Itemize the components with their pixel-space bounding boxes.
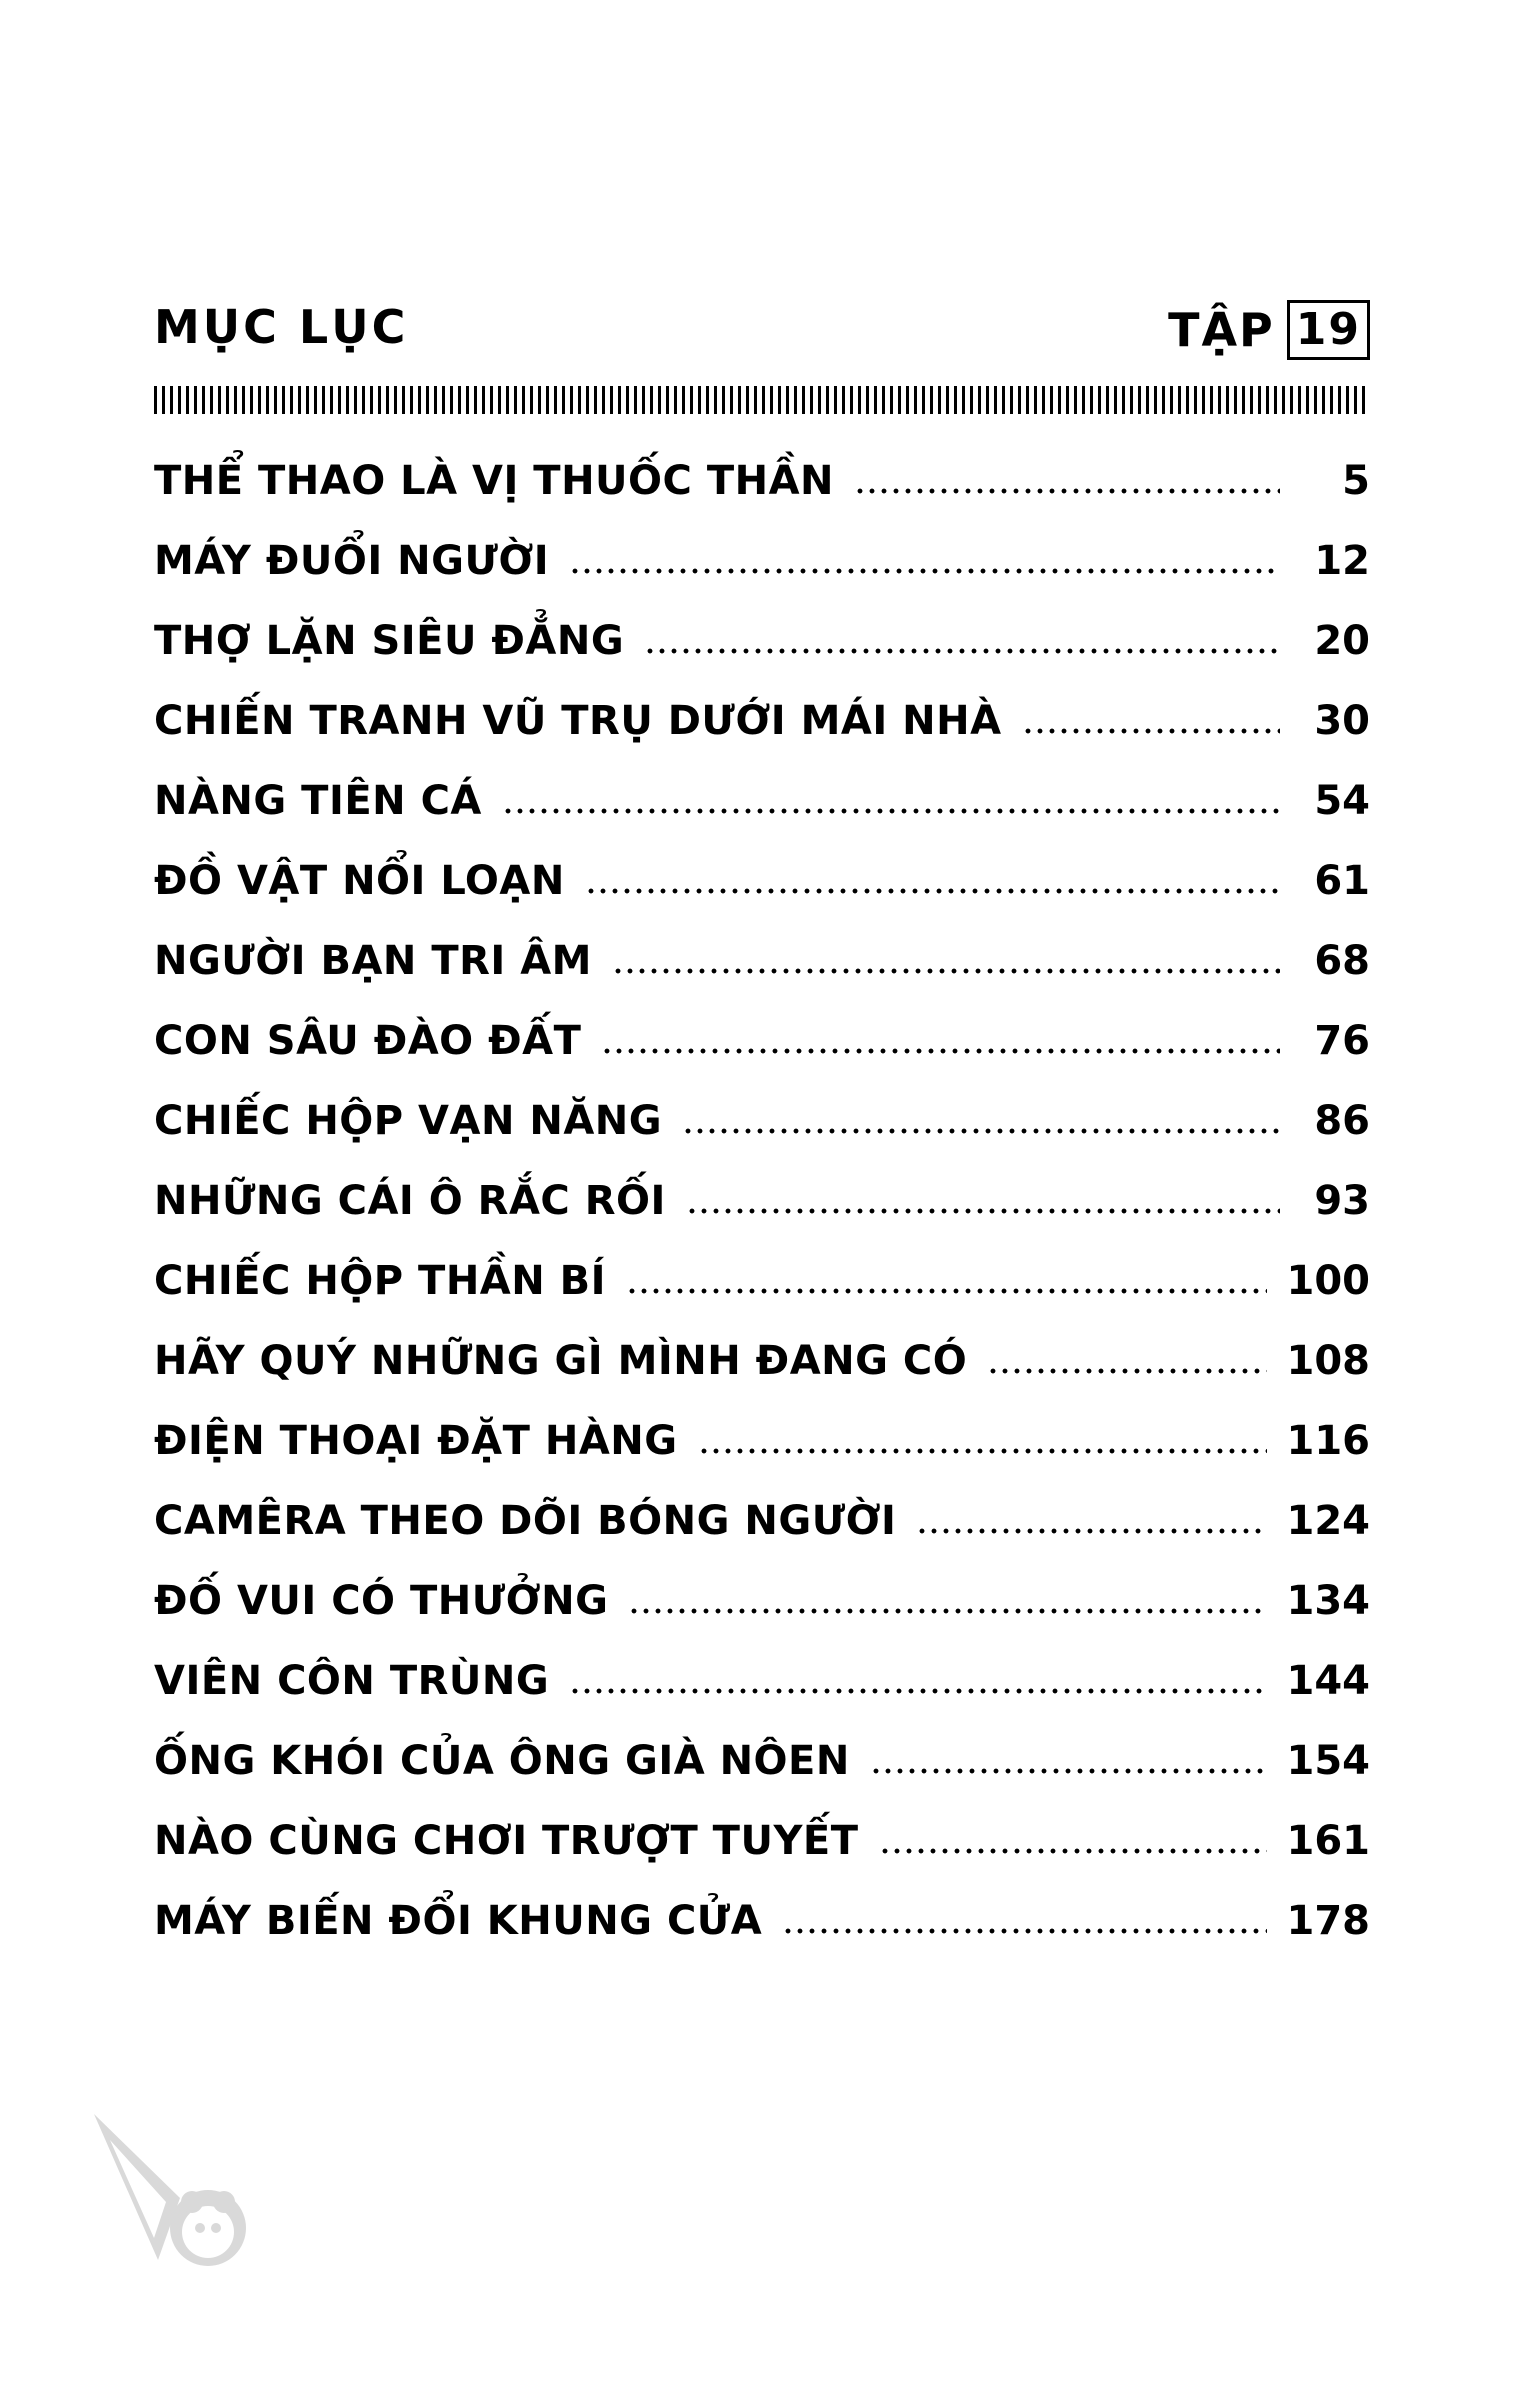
entry-page: 5	[1342, 458, 1370, 504]
entry-title: MÁY BIẾN ĐỔI KHUNG CỬA	[154, 1898, 763, 1944]
dot-leader	[569, 568, 1280, 574]
entry-page: 93	[1314, 1178, 1370, 1224]
entry-page: 161	[1286, 1818, 1370, 1864]
entry-title: ĐỐ VUI CÓ THƯỞNG	[154, 1578, 609, 1624]
entry-title: VIÊN CÔN TRÙNG	[154, 1658, 550, 1704]
toc-entry[interactable]	[154, 1716, 1370, 1796]
entry-page: 116	[1286, 1418, 1370, 1464]
entry-page: 54	[1314, 778, 1370, 824]
header-divider	[154, 386, 1370, 414]
dot-leader	[628, 1608, 1266, 1614]
dot-leader	[585, 888, 1280, 894]
toc-entry[interactable]	[154, 836, 1370, 916]
toc-header	[154, 300, 1370, 364]
table-of-contents	[154, 436, 1370, 1956]
dot-leader	[502, 808, 1280, 814]
toc-entry[interactable]	[154, 676, 1370, 756]
entry-title: CHIẾN TRANH VŨ TRỤ DƯỚI MÁI NHÀ	[154, 698, 1002, 744]
entry-title: ĐIỆN THOẠI ĐẶT HÀNG	[154, 1418, 678, 1464]
entry-title: THỂ THAO LÀ VỊ THUỐC THẦN	[154, 458, 835, 504]
dot-leader	[782, 1928, 1266, 1934]
dot-leader	[682, 1128, 1280, 1134]
entry-page: 108	[1286, 1338, 1370, 1384]
entry-page: 144	[1286, 1658, 1370, 1704]
toc-entry[interactable]	[154, 756, 1370, 836]
entry-title: CON SÂU ĐÀO ĐẤT	[154, 1018, 582, 1064]
entry-title: THỢ LẶN SIÊU ĐẲNG	[154, 618, 625, 664]
volume-indicator	[1168, 300, 1370, 360]
toc-entry[interactable]	[154, 596, 1370, 676]
dot-leader	[569, 1688, 1266, 1694]
toc-entry[interactable]	[154, 1556, 1370, 1636]
toc-entry[interactable]	[154, 1876, 1370, 1956]
dot-leader	[879, 1848, 1267, 1854]
entry-title: ĐỒ VẬT NỔI LOẠN	[154, 858, 565, 904]
dot-leader	[626, 1288, 1266, 1294]
entry-page: 134	[1286, 1578, 1370, 1624]
dot-leader	[644, 648, 1280, 654]
toc-entry[interactable]	[154, 916, 1370, 996]
dot-leader	[698, 1448, 1267, 1454]
entry-page: 12	[1314, 538, 1370, 584]
entry-title: NGƯỜI BẠN TRI ÂM	[154, 938, 592, 984]
toc-entry[interactable]	[154, 436, 1370, 516]
dot-leader	[854, 488, 1280, 494]
toc-entry[interactable]	[154, 1316, 1370, 1396]
entry-page: 124	[1286, 1498, 1370, 1544]
entry-page: 20	[1314, 618, 1370, 664]
volume-number-box: 19	[1287, 300, 1370, 360]
entry-page: 76	[1314, 1018, 1370, 1064]
entry-title: NÀO CÙNG CHƠI TRƯỢT TUYẾT	[154, 1818, 859, 1864]
entry-title: HÃY QUÝ NHỮNG GÌ MÌNH ĐANG CÓ	[154, 1338, 968, 1384]
dot-leader	[601, 1048, 1280, 1054]
entry-page: 100	[1286, 1258, 1370, 1304]
entry-title: CHIẾC HỘP THẦN BÍ	[154, 1258, 607, 1304]
entry-page: 68	[1314, 938, 1370, 984]
dot-leader	[987, 1368, 1266, 1374]
entry-title: MÁY ĐUỔI NGƯỜI	[154, 538, 550, 584]
toc-entry[interactable]	[154, 1236, 1370, 1316]
entry-page: 86	[1314, 1098, 1370, 1144]
volume-label: TẬP	[1168, 303, 1275, 357]
entry-page: 30	[1314, 698, 1370, 744]
toc-entry[interactable]	[154, 1796, 1370, 1876]
entry-title: NHỮNG CÁI Ô RẮC RỐI	[154, 1178, 666, 1224]
entry-title: CHIẾC HỘP VẠN NĂNG	[154, 1098, 663, 1144]
toc-entry[interactable]	[154, 996, 1370, 1076]
dot-leader	[916, 1528, 1266, 1534]
entry-page: 178	[1286, 1898, 1370, 1944]
toc-entry[interactable]	[154, 1156, 1370, 1236]
publisher-logo-icon	[88, 2110, 258, 2280]
toc-entry[interactable]	[154, 1396, 1370, 1476]
toc-entry[interactable]	[154, 1076, 1370, 1156]
dot-leader	[686, 1208, 1280, 1214]
entry-page: 154	[1286, 1738, 1370, 1784]
entry-title: ỐNG KHÓI CỦA ÔNG GIÀ NÔEN	[154, 1738, 850, 1784]
dot-leader	[1022, 728, 1280, 734]
dot-leader	[612, 968, 1280, 974]
entry-page: 61	[1314, 858, 1370, 904]
toc-entry[interactable]	[154, 516, 1370, 596]
dot-leader	[870, 1768, 1267, 1774]
page-title: MỤC LỤC	[154, 300, 409, 354]
entry-title: NÀNG TIÊN CÁ	[154, 778, 482, 824]
toc-entry[interactable]	[154, 1476, 1370, 1556]
toc-entry[interactable]	[154, 1636, 1370, 1716]
entry-title: CAMÊRA THEO DÕI BÓNG NGƯỜI	[154, 1498, 897, 1544]
